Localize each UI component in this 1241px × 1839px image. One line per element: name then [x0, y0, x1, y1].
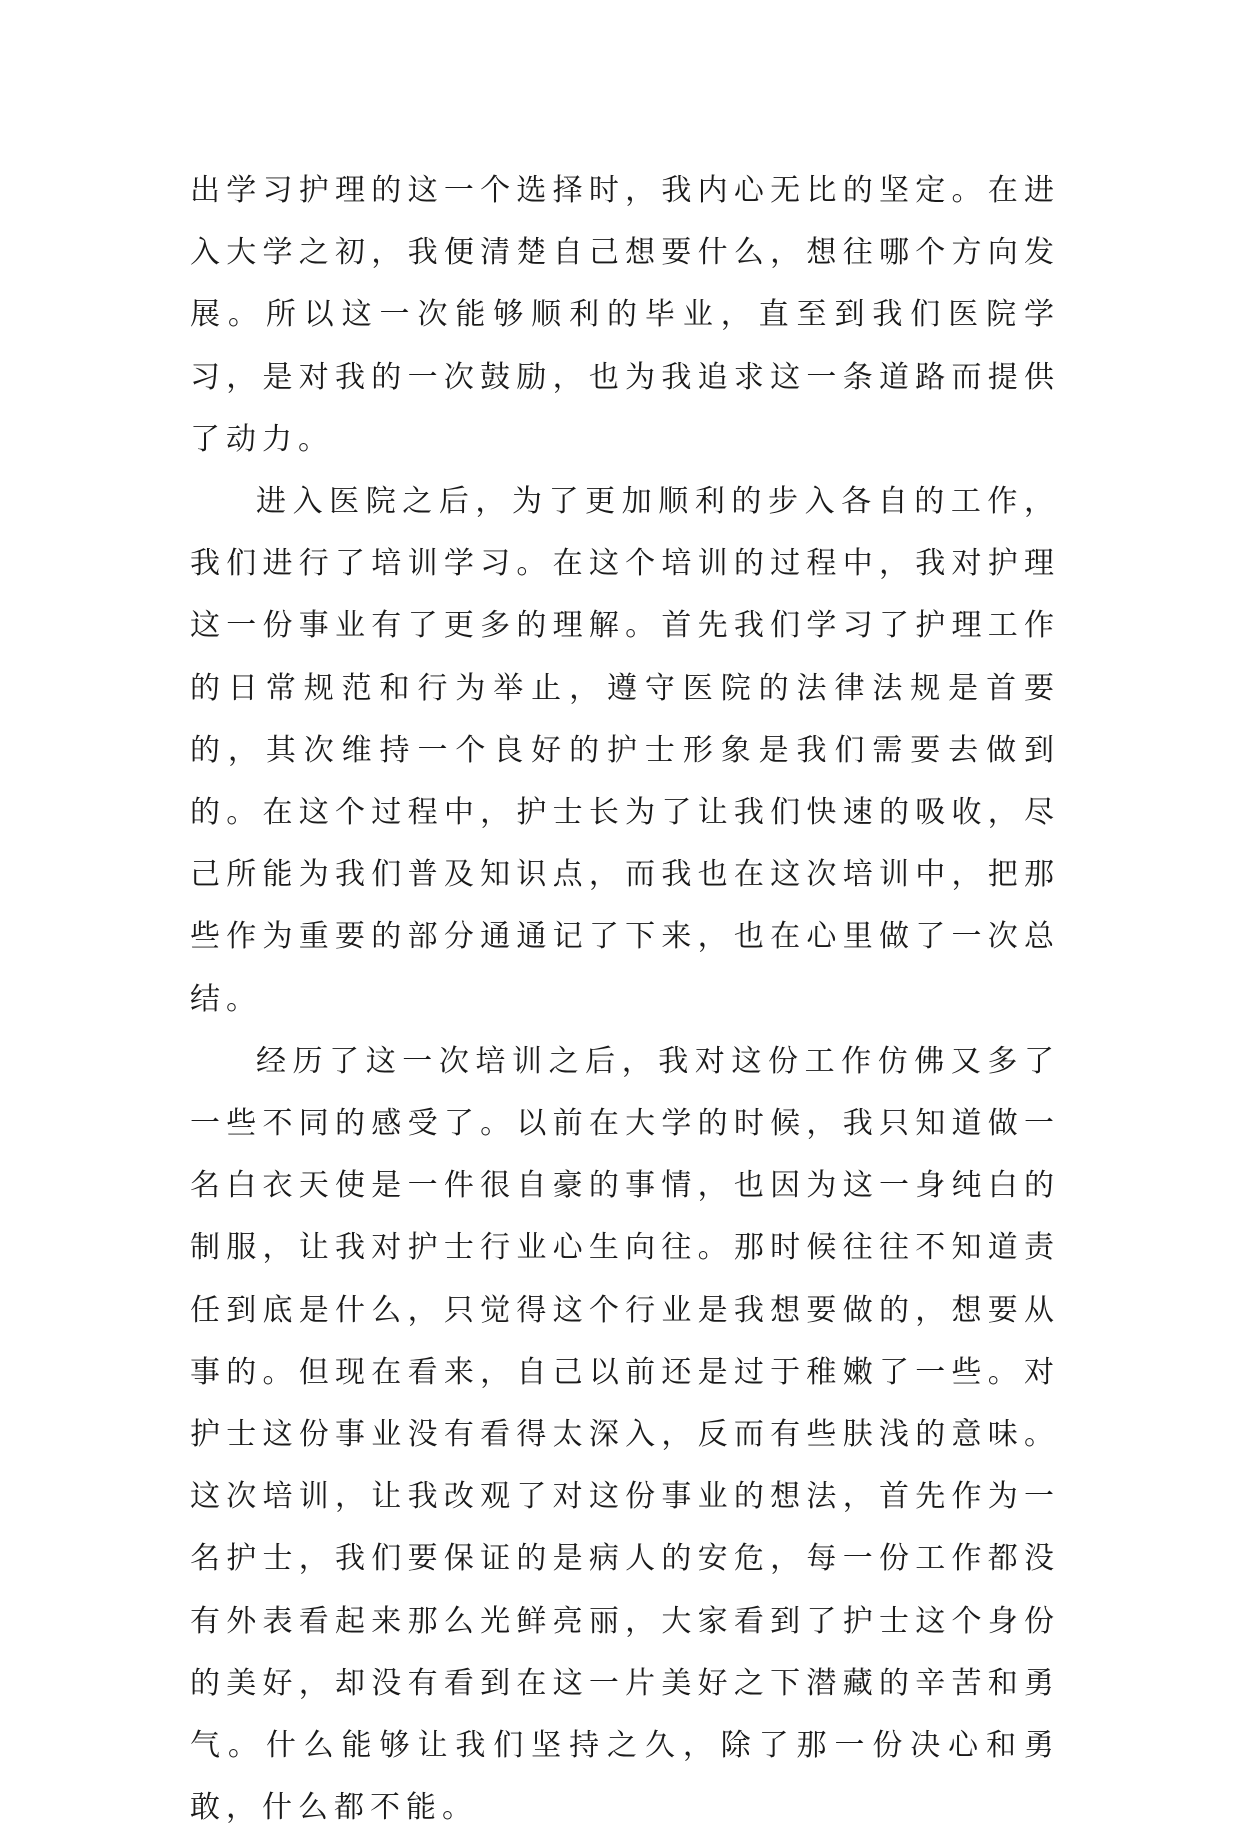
paragraph-3: 经历了这一次培训之后，我对这份工作仿佛又多了一些不同的感受了。以前在大学的时候，我只知道做一名白衣天使是一件很自豪的事情，也因为这一身纯白的制服，让我对护士行业心生向往。那时候往往不知道责任到底是什么，只觉得这个行业是我想要做的，想要从事的。但现在看来，自己以前还是过于稚嫩了一些。对护士这份事业没有看得太深入，反而有些肤浅的意味。这次培训，让我改观了对这份事业的想法，首先作为一名护士，我们要保证的是病人的安危，每一份工作都没有外表看起来那么光鲜亮丽，大家看到了护士这个身份的美好，却没有看到在这一片美好之下潜藏的辛苦和勇气。什么能够让我们坚持之久，除了那一份决心和勇敢，什么都不能。: [190, 1043, 1060, 1826]
paragraph-2: 进入医院之后，为了更加顺利的步入各自的工作，我们进行了培训学习。在这个培训的过程中，我对护理这一份事业有了更多的理解。首先我们学习了护理工作的日常规范和行为举止，遵守医院的法律法规是首要的，其次维持一个良好的护士形象是我们需要去做到的。在这个过程中，护士长为了让我们快速的吸收，尽己所能为我们普及知识点，而我也在这次培训中，把那些作为重要的部分通通记了下来，也在心里做了一次总结。: [190, 484, 1060, 1017]
document-body: [190, 160, 1060, 1839]
paragraph-1: 出学习护理的这一个选择时，我内心无比的坚定。在进入大学之初，我便清楚自己想要什么，想往哪个方向发展。所以这一次能够顺利的毕业，直至到我们医院学习，是对我的一次鼓励，也为我追求这一条道路而提供了动力。: [190, 173, 1060, 457]
